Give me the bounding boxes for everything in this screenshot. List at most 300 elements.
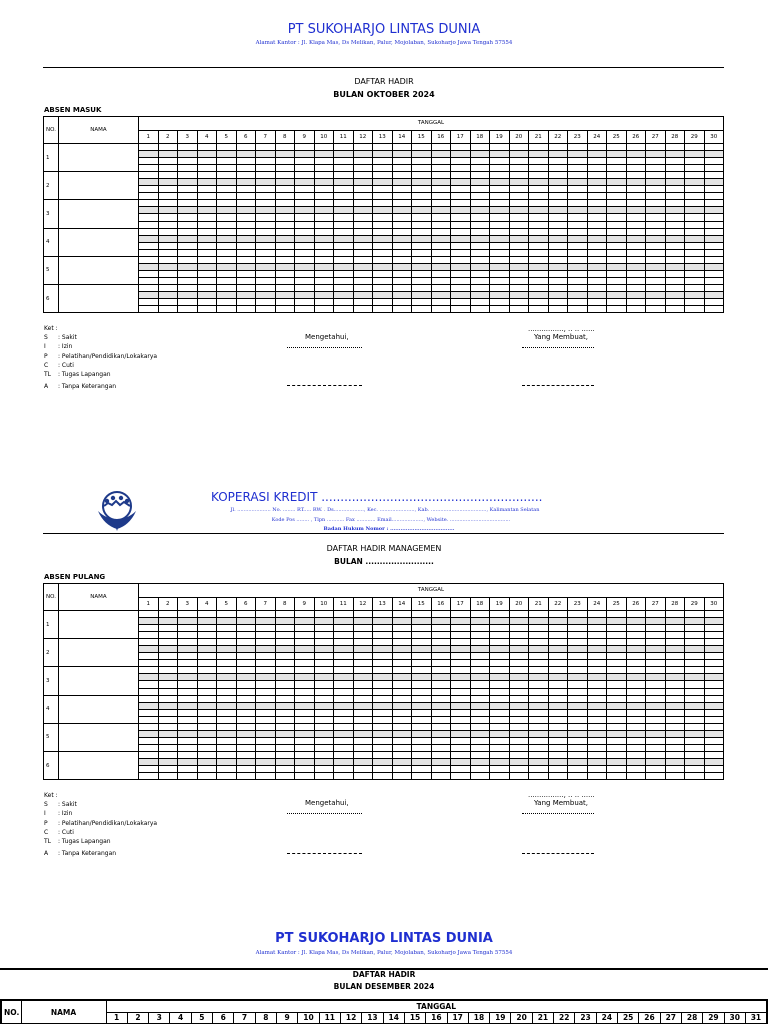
attendance-cell[interactable] [217,674,237,681]
attendance-cell[interactable] [607,158,627,165]
attendance-cell[interactable] [529,172,549,179]
attendance-cell[interactable] [529,639,549,646]
attendance-cell[interactable] [548,299,568,306]
attendance-cell[interactable] [509,730,529,737]
attendance-cell[interactable] [626,249,646,256]
attendance-cell[interactable] [392,165,412,172]
attendance-cell[interactable] [490,660,510,667]
attendance-cell[interactable] [568,270,588,277]
attendance-cell[interactable] [607,716,627,723]
attendance-cell[interactable] [158,702,178,709]
attendance-cell[interactable] [685,144,705,151]
attendance-cell[interactable] [412,200,432,207]
attendance-cell[interactable] [646,263,666,270]
attendance-cell[interactable] [529,306,549,313]
attendance-cell[interactable] [178,144,198,151]
attendance-cell[interactable] [197,270,217,277]
attendance-cell[interactable] [548,773,568,780]
attendance-cell[interactable] [529,709,549,716]
attendance-cell[interactable] [587,242,607,249]
attendance-cell[interactable] [295,242,315,249]
attendance-cell[interactable] [256,144,276,151]
attendance-cell[interactable] [685,695,705,702]
attendance-cell[interactable] [509,277,529,284]
attendance-cell[interactable] [568,291,588,298]
attendance-cell[interactable] [353,277,373,284]
attendance-cell[interactable] [431,151,451,158]
attendance-cell[interactable] [334,207,354,214]
attendance-cell[interactable] [295,221,315,228]
attendance-cell[interactable] [704,758,724,765]
attendance-cell[interactable] [314,291,334,298]
attendance-cell[interactable] [490,270,510,277]
attendance-cell[interactable] [334,730,354,737]
attendance-cell[interactable] [548,291,568,298]
attendance-cell[interactable] [548,716,568,723]
attendance-cell[interactable] [704,625,724,632]
attendance-cell[interactable] [236,277,256,284]
attendance-cell[interactable] [373,249,393,256]
attendance-cell[interactable] [568,228,588,235]
name-cell[interactable] [59,228,139,256]
attendance-cell[interactable] [412,235,432,242]
attendance-cell[interactable] [509,256,529,263]
attendance-cell[interactable] [139,611,159,618]
attendance-cell[interactable] [392,200,412,207]
attendance-cell[interactable] [139,667,159,674]
attendance-cell[interactable] [373,766,393,773]
attendance-cell[interactable] [217,737,237,744]
attendance-cell[interactable] [646,291,666,298]
attendance-cell[interactable] [490,709,510,716]
attendance-cell[interactable] [197,674,217,681]
attendance-cell[interactable] [373,723,393,730]
attendance-cell[interactable] [490,758,510,765]
attendance-cell[interactable] [217,277,237,284]
attendance-cell[interactable] [392,228,412,235]
attendance-cell[interactable] [217,270,237,277]
attendance-cell[interactable] [470,193,490,200]
attendance-cell[interactable] [392,306,412,313]
attendance-cell[interactable] [314,674,334,681]
attendance-cell[interactable] [334,632,354,639]
attendance-cell[interactable] [451,660,471,667]
attendance-cell[interactable] [197,242,217,249]
attendance-cell[interactable] [548,639,568,646]
attendance-cell[interactable] [256,681,276,688]
attendance-cell[interactable] [509,646,529,653]
attendance-cell[interactable] [139,709,159,716]
attendance-cell[interactable] [431,235,451,242]
attendance-cell[interactable] [295,751,315,758]
attendance-cell[interactable] [178,200,198,207]
attendance-cell[interactable] [587,291,607,298]
attendance-cell[interactable] [158,172,178,179]
attendance-cell[interactable] [334,179,354,186]
attendance-cell[interactable] [451,744,471,751]
attendance-cell[interactable] [197,723,217,730]
attendance-cell[interactable] [392,263,412,270]
attendance-cell[interactable] [509,179,529,186]
attendance-cell[interactable] [197,151,217,158]
attendance-cell[interactable] [256,186,276,193]
attendance-cell[interactable] [451,688,471,695]
attendance-cell[interactable] [646,242,666,249]
attendance-cell[interactable] [334,751,354,758]
attendance-cell[interactable] [509,158,529,165]
attendance-cell[interactable] [607,299,627,306]
attendance-cell[interactable] [665,653,685,660]
attendance-cell[interactable] [529,716,549,723]
attendance-cell[interactable] [665,632,685,639]
attendance-cell[interactable] [646,632,666,639]
attendance-cell[interactable] [158,270,178,277]
attendance-cell[interactable] [217,639,237,646]
attendance-cell[interactable] [451,766,471,773]
attendance-cell[interactable] [197,235,217,242]
attendance-cell[interactable] [509,723,529,730]
attendance-cell[interactable] [685,667,705,674]
attendance-cell[interactable] [314,263,334,270]
attendance-cell[interactable] [587,214,607,221]
attendance-cell[interactable] [490,221,510,228]
attendance-cell[interactable] [197,639,217,646]
attendance-cell[interactable] [646,270,666,277]
attendance-cell[interactable] [197,667,217,674]
attendance-cell[interactable] [158,284,178,291]
attendance-cell[interactable] [314,193,334,200]
attendance-cell[interactable] [295,270,315,277]
attendance-cell[interactable] [373,730,393,737]
attendance-cell[interactable] [373,667,393,674]
attendance-cell[interactable] [470,200,490,207]
attendance-cell[interactable] [646,766,666,773]
attendance-cell[interactable] [626,730,646,737]
attendance-cell[interactable] [529,228,549,235]
attendance-cell[interactable] [217,653,237,660]
attendance-cell[interactable] [607,277,627,284]
attendance-cell[interactable] [158,263,178,270]
attendance-cell[interactable] [412,688,432,695]
attendance-cell[interactable] [665,646,685,653]
attendance-cell[interactable] [470,660,490,667]
attendance-cell[interactable] [587,751,607,758]
attendance-cell[interactable] [431,228,451,235]
attendance-cell[interactable] [392,186,412,193]
attendance-cell[interactable] [353,632,373,639]
attendance-cell[interactable] [178,299,198,306]
attendance-cell[interactable] [256,688,276,695]
attendance-cell[interactable] [256,221,276,228]
attendance-cell[interactable] [392,632,412,639]
attendance-cell[interactable] [626,270,646,277]
attendance-cell[interactable] [529,151,549,158]
attendance-cell[interactable] [334,611,354,618]
attendance-cell[interactable] [373,625,393,632]
attendance-cell[interactable] [568,730,588,737]
attendance-cell[interactable] [685,165,705,172]
attendance-cell[interactable] [392,625,412,632]
attendance-cell[interactable] [178,277,198,284]
attendance-cell[interactable] [412,291,432,298]
attendance-cell[interactable] [139,144,159,151]
attendance-cell[interactable] [685,263,705,270]
attendance-cell[interactable] [353,744,373,751]
attendance-cell[interactable] [236,291,256,298]
attendance-cell[interactable] [275,299,295,306]
attendance-cell[interactable] [529,695,549,702]
attendance-cell[interactable] [626,291,646,298]
attendance-cell[interactable] [275,618,295,625]
attendance-cell[interactable] [178,758,198,765]
attendance-cell[interactable] [704,228,724,235]
attendance-cell[interactable] [236,773,256,780]
attendance-cell[interactable] [451,277,471,284]
attendance-cell[interactable] [314,766,334,773]
attendance-cell[interactable] [197,773,217,780]
attendance-cell[interactable] [509,653,529,660]
attendance-cell[interactable] [392,291,412,298]
attendance-cell[interactable] [236,723,256,730]
attendance-cell[interactable] [178,214,198,221]
attendance-cell[interactable] [139,744,159,751]
name-cell[interactable] [59,200,139,228]
attendance-cell[interactable] [178,172,198,179]
attendance-cell[interactable] [646,716,666,723]
attendance-cell[interactable] [139,214,159,221]
attendance-cell[interactable] [373,618,393,625]
attendance-cell[interactable] [490,306,510,313]
attendance-cell[interactable] [217,158,237,165]
attendance-cell[interactable] [139,702,159,709]
attendance-cell[interactable] [373,186,393,193]
attendance-cell[interactable] [509,709,529,716]
attendance-cell[interactable] [685,256,705,263]
attendance-cell[interactable] [704,284,724,291]
attendance-cell[interactable] [373,242,393,249]
attendance-cell[interactable] [256,172,276,179]
attendance-cell[interactable] [412,618,432,625]
attendance-cell[interactable] [665,172,685,179]
attendance-cell[interactable] [470,306,490,313]
attendance-cell[interactable] [470,158,490,165]
attendance-cell[interactable] [509,207,529,214]
attendance-cell[interactable] [509,737,529,744]
attendance-cell[interactable] [646,709,666,716]
attendance-cell[interactable] [178,737,198,744]
attendance-cell[interactable] [509,165,529,172]
attendance-cell[interactable] [646,277,666,284]
attendance-cell[interactable] [412,702,432,709]
attendance-cell[interactable] [626,256,646,263]
attendance-cell[interactable] [685,625,705,632]
attendance-cell[interactable] [704,200,724,207]
attendance-cell[interactable] [314,242,334,249]
attendance-cell[interactable] [490,646,510,653]
attendance-cell[interactable] [158,751,178,758]
attendance-cell[interactable] [353,214,373,221]
attendance-cell[interactable] [568,284,588,291]
attendance-cell[interactable] [607,681,627,688]
attendance-cell[interactable] [139,186,159,193]
attendance-cell[interactable] [704,270,724,277]
attendance-cell[interactable] [509,270,529,277]
attendance-cell[interactable] [334,695,354,702]
attendance-cell[interactable] [704,766,724,773]
attendance-cell[interactable] [490,256,510,263]
attendance-cell[interactable] [295,667,315,674]
attendance-cell[interactable] [587,773,607,780]
attendance-cell[interactable] [314,723,334,730]
attendance-cell[interactable] [334,744,354,751]
attendance-cell[interactable] [392,611,412,618]
attendance-cell[interactable] [568,200,588,207]
attendance-cell[interactable] [412,256,432,263]
attendance-cell[interactable] [490,263,510,270]
attendance-cell[interactable] [178,193,198,200]
attendance-cell[interactable] [665,299,685,306]
attendance-cell[interactable] [139,639,159,646]
attendance-cell[interactable] [236,214,256,221]
attendance-cell[interactable] [295,179,315,186]
attendance-cell[interactable] [568,151,588,158]
attendance-cell[interactable] [626,221,646,228]
attendance-cell[interactable] [353,766,373,773]
attendance-cell[interactable] [158,299,178,306]
attendance-cell[interactable] [548,709,568,716]
attendance-cell[interactable] [314,653,334,660]
attendance-cell[interactable] [178,165,198,172]
attendance-cell[interactable] [646,299,666,306]
attendance-cell[interactable] [353,751,373,758]
attendance-cell[interactable] [178,716,198,723]
attendance-cell[interactable] [197,200,217,207]
attendance-cell[interactable] [646,674,666,681]
attendance-cell[interactable] [646,730,666,737]
attendance-cell[interactable] [256,263,276,270]
attendance-cell[interactable] [587,207,607,214]
attendance-cell[interactable] [490,653,510,660]
attendance-cell[interactable] [373,179,393,186]
attendance-cell[interactable] [587,730,607,737]
attendance-cell[interactable] [509,625,529,632]
attendance-cell[interactable] [568,221,588,228]
attendance-cell[interactable] [568,681,588,688]
attendance-cell[interactable] [626,716,646,723]
attendance-cell[interactable] [217,179,237,186]
attendance-cell[interactable] [178,709,198,716]
attendance-cell[interactable] [646,158,666,165]
attendance-cell[interactable] [587,709,607,716]
attendance-cell[interactable] [314,681,334,688]
attendance-cell[interactable] [139,256,159,263]
attendance-cell[interactable] [548,702,568,709]
attendance-cell[interactable] [197,158,217,165]
attendance-cell[interactable] [314,299,334,306]
attendance-cell[interactable] [158,758,178,765]
attendance-cell[interactable] [275,625,295,632]
attendance-cell[interactable] [685,723,705,730]
attendance-cell[interactable] [704,172,724,179]
attendance-cell[interactable] [236,611,256,618]
attendance-cell[interactable] [314,625,334,632]
attendance-cell[interactable] [178,773,198,780]
attendance-cell[interactable] [685,730,705,737]
attendance-cell[interactable] [451,299,471,306]
attendance-cell[interactable] [139,200,159,207]
attendance-cell[interactable] [314,228,334,235]
attendance-cell[interactable] [685,688,705,695]
attendance-cell[interactable] [334,716,354,723]
attendance-cell[interactable] [490,737,510,744]
attendance-cell[interactable] [373,709,393,716]
attendance-cell[interactable] [451,284,471,291]
attendance-cell[interactable] [626,277,646,284]
attendance-cell[interactable] [178,766,198,773]
attendance-cell[interactable] [334,667,354,674]
attendance-cell[interactable] [158,214,178,221]
attendance-cell[interactable] [470,228,490,235]
attendance-cell[interactable] [548,766,568,773]
attendance-cell[interactable] [685,179,705,186]
attendance-cell[interactable] [178,306,198,313]
attendance-cell[interactable] [412,284,432,291]
attendance-cell[interactable] [548,646,568,653]
attendance-cell[interactable] [392,744,412,751]
attendance-cell[interactable] [470,242,490,249]
attendance-cell[interactable] [295,618,315,625]
attendance-cell[interactable] [626,751,646,758]
attendance-cell[interactable] [509,144,529,151]
attendance-cell[interactable] [665,249,685,256]
attendance-cell[interactable] [353,611,373,618]
attendance-cell[interactable] [373,646,393,653]
attendance-cell[interactable] [587,653,607,660]
attendance-cell[interactable] [646,200,666,207]
attendance-cell[interactable] [139,158,159,165]
attendance-cell[interactable] [490,730,510,737]
attendance-cell[interactable] [158,249,178,256]
attendance-cell[interactable] [704,144,724,151]
attendance-cell[interactable] [314,716,334,723]
attendance-cell[interactable] [626,737,646,744]
attendance-cell[interactable] [412,646,432,653]
attendance-cell[interactable] [548,653,568,660]
attendance-cell[interactable] [236,144,256,151]
attendance-cell[interactable] [334,263,354,270]
attendance-cell[interactable] [412,306,432,313]
attendance-cell[interactable] [392,723,412,730]
attendance-cell[interactable] [275,744,295,751]
attendance-cell[interactable] [568,611,588,618]
attendance-cell[interactable] [587,165,607,172]
attendance-cell[interactable] [412,766,432,773]
attendance-cell[interactable] [158,611,178,618]
attendance-cell[interactable] [431,639,451,646]
attendance-cell[interactable] [529,186,549,193]
attendance-cell[interactable] [665,284,685,291]
attendance-cell[interactable] [412,625,432,632]
attendance-cell[interactable] [587,200,607,207]
attendance-cell[interactable] [431,723,451,730]
attendance-cell[interactable] [451,709,471,716]
attendance-cell[interactable] [314,758,334,765]
attendance-cell[interactable] [314,172,334,179]
attendance-cell[interactable] [178,674,198,681]
attendance-cell[interactable] [353,667,373,674]
attendance-cell[interactable] [412,158,432,165]
attendance-cell[interactable] [217,186,237,193]
